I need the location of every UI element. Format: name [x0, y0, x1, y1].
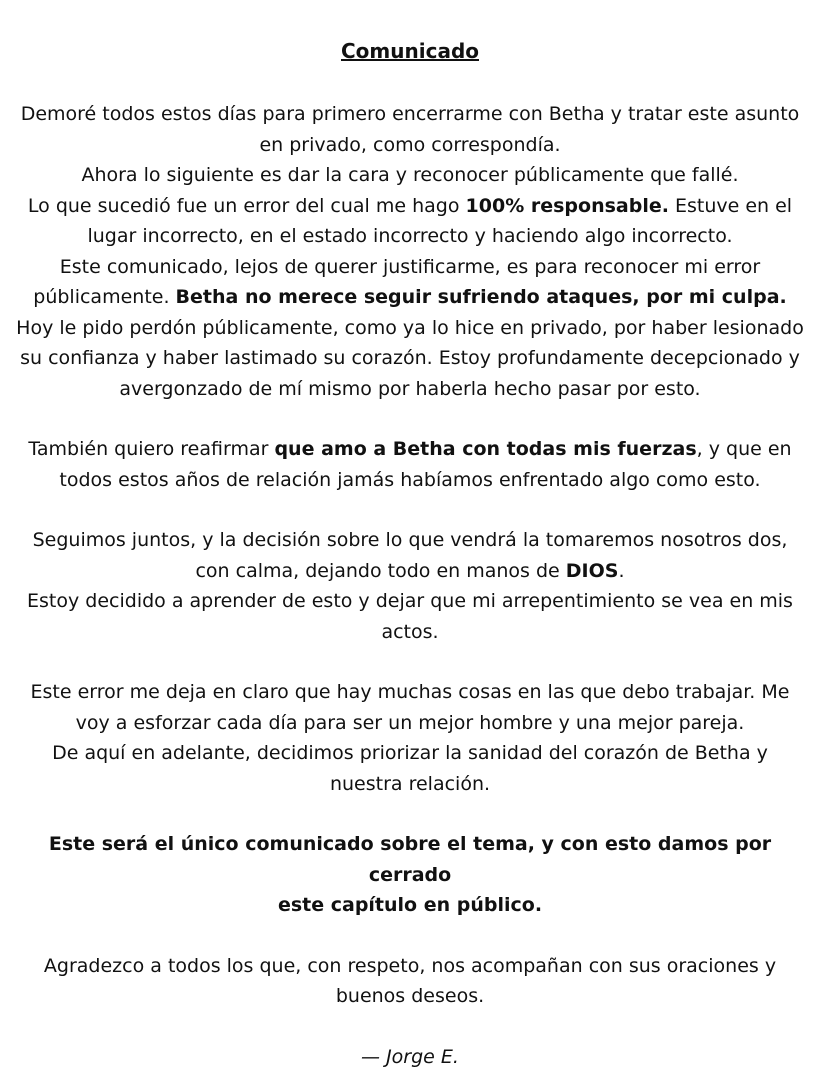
text-line: avergonzado de mí mismo por haberla hecho pasar por esto.	[8, 374, 812, 405]
bold-text: Este será el único comunicado sobre el tema, y con esto damos por cerrado	[8, 829, 812, 890]
text-line: nuestra relación.	[8, 769, 812, 800]
signature: — Jorge E.	[8, 1042, 812, 1072]
text-line	[8, 434, 812, 465]
text-line: actos.	[8, 617, 812, 648]
text-line: Este error me deja en claro que hay muchas cosas en las que debo trabajar. Me	[8, 677, 812, 708]
text-segment: , y que en	[697, 438, 792, 460]
text-line: Agradezco a todos los que, con respeto, nos acompañan con sus oraciones y	[8, 951, 812, 982]
text-line: buenos deseos.	[8, 981, 812, 1012]
text-line: todos estos años de relación jamás habíamos enfrentado algo como esto.	[8, 465, 812, 496]
paragraph-together	[8, 525, 812, 647]
bold-text: que amo a Betha con todas mis fuerzas	[274, 438, 696, 460]
text-line: voy a esforzar cada día para ser un mejor hombre y una mejor pareja.	[8, 708, 812, 739]
page-title: Comunicado	[8, 36, 812, 66]
paragraph-commitment	[8, 677, 812, 799]
text-segment: .	[618, 560, 624, 582]
paragraph-love	[8, 434, 812, 495]
text-line: De aquí en adelante, decidimos priorizar la sanidad del corazón de Betha y	[8, 738, 812, 769]
text-line	[8, 191, 812, 222]
text-line: Ahora lo siguiente es dar la cara y reconocer públicamente que fallé.	[8, 160, 812, 191]
text-segment: públicamente.	[33, 286, 175, 308]
text-line: en privado, como correspondía.	[8, 130, 812, 161]
text-segment: También quiero reafirmar	[28, 438, 274, 460]
text-line	[8, 556, 812, 587]
text-segment: Estuve en el	[669, 195, 792, 217]
text-line: Este comunicado, lejos de querer justificarme, es para reconocer mi error	[8, 252, 812, 283]
text-line: lugar incorrecto, en el estado incorrecto y haciendo algo incorrecto.	[8, 221, 812, 252]
text-segment: con calma, dejando todo en manos de	[195, 560, 565, 582]
text-line: Demoré todos estos días para primero encerrarme con Betha y tratar este asunto	[8, 99, 812, 130]
bold-text: DIOS	[566, 560, 619, 582]
bold-text: 100% responsable.	[466, 195, 669, 217]
paragraph-closing-bold	[8, 829, 812, 921]
text-line: Seguimos juntos, y la decisión sobre lo que vendrá la tomaremos nosotros dos,	[8, 525, 812, 556]
paragraph-thanks	[8, 951, 812, 1012]
text-line: Estoy decidido a aprender de esto y dejar que mi arrepentimiento se vea en mis	[8, 586, 812, 617]
paragraph-apology	[8, 99, 812, 404]
text-segment: Lo que sucedió fue un error del cual me hago	[28, 195, 466, 217]
bold-text: este capítulo en público.	[8, 890, 812, 921]
text-line	[8, 282, 812, 313]
text-line: Hoy le pido perdón públicamente, como ya lo hice en privado, por haber lesionado	[8, 313, 812, 344]
bold-text: Betha no merece seguir sufriendo ataques, por mi culpa.	[176, 286, 787, 308]
text-line: su confianza y haber lastimado su corazón. Estoy profundamente decepcionado y	[8, 343, 812, 374]
